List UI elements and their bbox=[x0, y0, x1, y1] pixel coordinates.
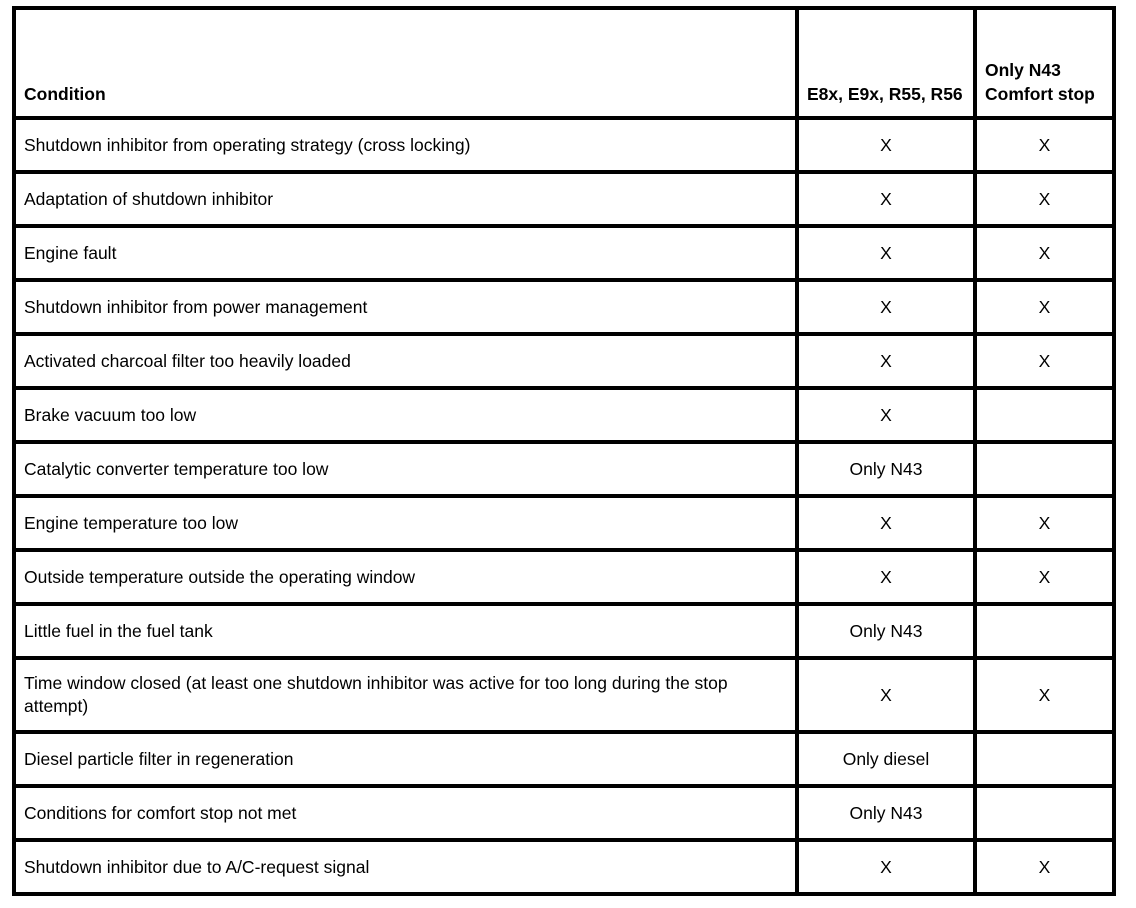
condition-cell: Engine fault bbox=[14, 226, 797, 280]
condition-cell: Activated charcoal filter too heavily loaded bbox=[14, 334, 797, 388]
table-row bbox=[14, 172, 1114, 226]
n43-value-cell: X bbox=[975, 840, 1114, 894]
n43-value-cell: X bbox=[975, 280, 1114, 334]
n43-value-cell: X bbox=[975, 226, 1114, 280]
condition-cell: Shutdown inhibitor due to A/C-request signal bbox=[14, 840, 797, 894]
condition-cell: Time window closed (at least one shutdown inhibitor was active for too long during the stop attempt) bbox=[14, 658, 797, 732]
e8x-value-cell: X bbox=[797, 226, 975, 280]
condition-cell: Outside temperature outside the operating window bbox=[14, 550, 797, 604]
condition-cell: Brake vacuum too low bbox=[14, 388, 797, 442]
e8x-value-cell: X bbox=[797, 550, 975, 604]
condition-cell: Conditions for comfort stop not met bbox=[14, 786, 797, 840]
e8x-value-cell: Only N43 bbox=[797, 604, 975, 658]
n43-value-cell bbox=[975, 786, 1114, 840]
e8x-value-cell: X bbox=[797, 840, 975, 894]
e8x-value-cell: Only N43 bbox=[797, 442, 975, 496]
e8x-value-cell: X bbox=[797, 388, 975, 442]
table-row bbox=[14, 786, 1114, 840]
table-row bbox=[14, 226, 1114, 280]
n43-value-cell: X bbox=[975, 496, 1114, 550]
e8x-value-cell: X bbox=[797, 658, 975, 732]
condition-cell: Shutdown inhibitor from power management bbox=[14, 280, 797, 334]
e8x-value-cell: X bbox=[797, 118, 975, 172]
header-e8x-models: E8x, E9x, R55, R56 bbox=[797, 8, 975, 118]
e8x-value-cell: X bbox=[797, 280, 975, 334]
n43-value-cell bbox=[975, 442, 1114, 496]
table-row bbox=[14, 118, 1114, 172]
e8x-value-cell: Only N43 bbox=[797, 786, 975, 840]
n43-value-cell: X bbox=[975, 172, 1114, 226]
condition-cell: Adaptation of shutdown inhibitor bbox=[14, 172, 797, 226]
n43-value-cell: X bbox=[975, 658, 1114, 732]
condition-cell: Catalytic converter temperature too low bbox=[14, 442, 797, 496]
table-row bbox=[14, 840, 1114, 894]
table-row bbox=[14, 658, 1114, 732]
n43-value-cell: X bbox=[975, 118, 1114, 172]
header-only-n43-comfort-stop: Only N43 Comfort stop bbox=[975, 8, 1114, 118]
table-row bbox=[14, 496, 1114, 550]
table-row bbox=[14, 550, 1114, 604]
e8x-value-cell: X bbox=[797, 334, 975, 388]
n43-value-cell bbox=[975, 732, 1114, 786]
e8x-value-cell: X bbox=[797, 172, 975, 226]
table-row bbox=[14, 442, 1114, 496]
condition-cell: Little fuel in the fuel tank bbox=[14, 604, 797, 658]
n43-value-cell bbox=[975, 604, 1114, 658]
table-row bbox=[14, 604, 1114, 658]
table-row bbox=[14, 732, 1114, 786]
table-row bbox=[14, 280, 1114, 334]
header-condition: Condition bbox=[14, 8, 797, 118]
table-row bbox=[14, 334, 1114, 388]
condition-cell: Shutdown inhibitor from operating strategy (cross locking) bbox=[14, 118, 797, 172]
e8x-value-cell: X bbox=[797, 496, 975, 550]
n43-value-cell bbox=[975, 388, 1114, 442]
table-row bbox=[14, 388, 1114, 442]
condition-cell: Engine temperature too low bbox=[14, 496, 797, 550]
header-row bbox=[14, 8, 1114, 118]
conditions-table bbox=[12, 6, 1116, 896]
e8x-value-cell: Only diesel bbox=[797, 732, 975, 786]
n43-value-cell: X bbox=[975, 550, 1114, 604]
condition-cell: Diesel particle filter in regeneration bbox=[14, 732, 797, 786]
n43-value-cell: X bbox=[975, 334, 1114, 388]
table-container bbox=[12, 6, 1116, 896]
